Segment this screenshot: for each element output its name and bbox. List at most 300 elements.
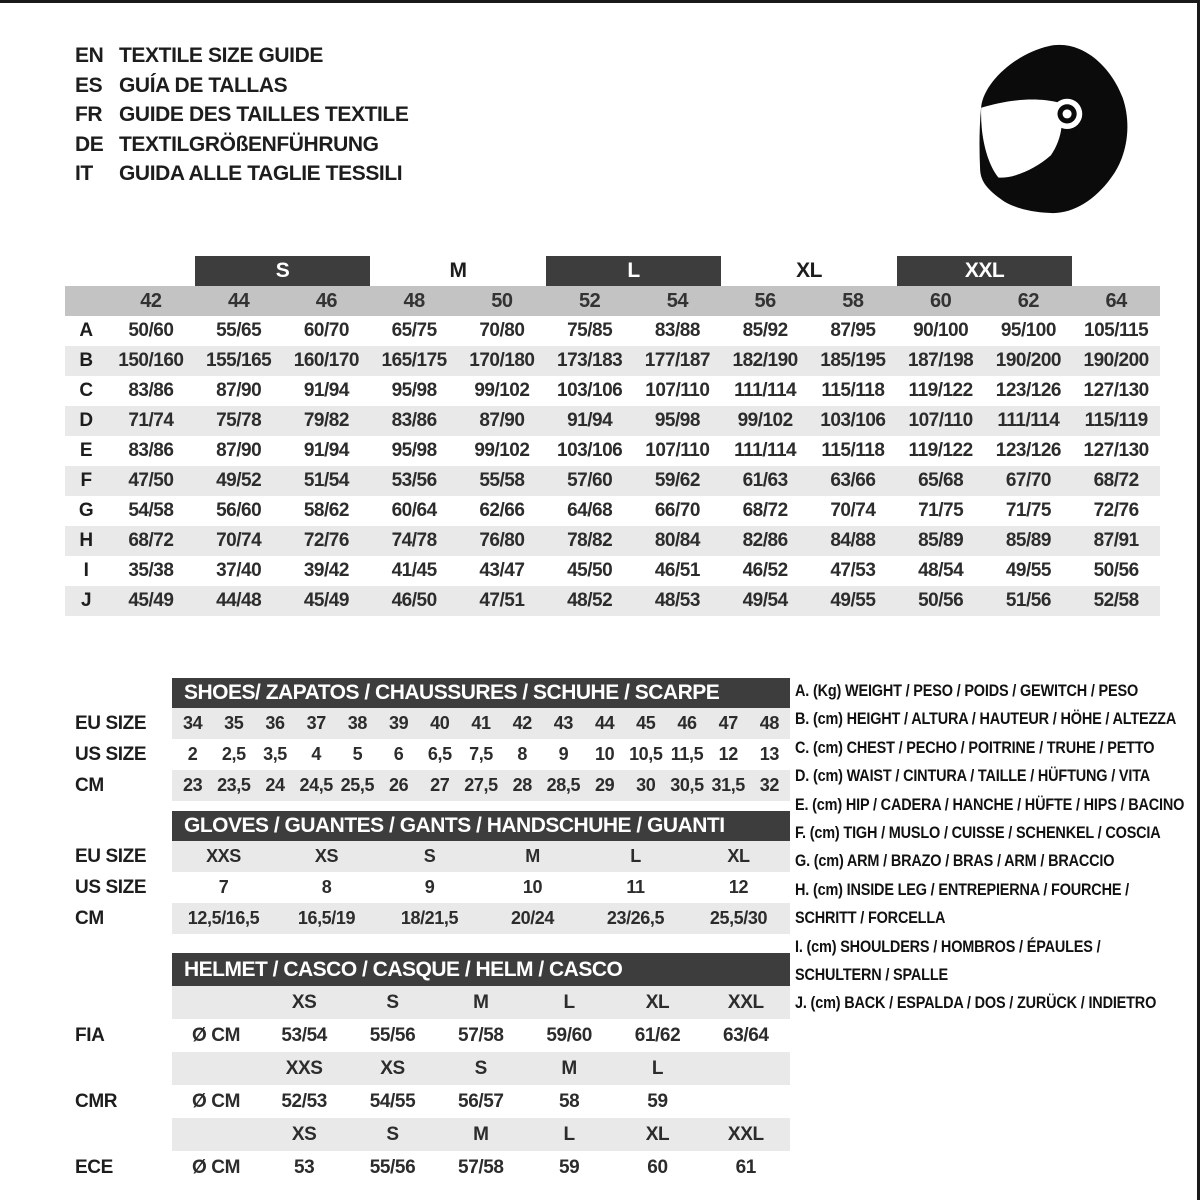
helmet-value-cell: 55/56 [369,1157,416,1178]
size-value-cell: 62/66 [479,500,525,521]
glove-size-cell: 18/21,5 [400,908,459,928]
legend-item: D. (cm) WAIST / CINTURA / TAILLE / HÜFTUNG / VITA [795,766,1151,786]
size-value-cell: 91/94 [567,410,613,431]
size-value-cell: 83/86 [391,410,437,431]
size-value-cell: 187/198 [908,350,974,371]
size-value-cell: 68/72 [742,500,788,521]
language-title: GUIDE DES TAILLES TEXTILE [119,103,409,126]
size-value-cell: 182/190 [732,350,798,371]
table-row-b [65,346,1160,376]
glove-size-cell: 23/26,5 [606,908,665,928]
helmet-size-cell: S [386,992,399,1013]
size-value-cell: 91/94 [303,380,349,401]
size-value-cell: 95/98 [654,410,700,431]
row-label: EU SIZE [75,846,147,867]
size-value-cell: 127/130 [1083,380,1149,401]
helmet-value-cell: 56/57 [458,1091,504,1112]
row-letter: G [78,500,94,521]
table-row-c [65,376,1160,406]
size-value-cell: 74/78 [391,530,437,551]
helmet-size-strip [172,1052,790,1085]
shoe-size-cell: 5 [352,744,363,764]
helmet-value-cell: 58 [558,1091,580,1112]
size-value-cell: 75/85 [567,320,613,341]
helmet-size-cell: XXL [727,1124,764,1145]
empty-cell [172,1118,260,1151]
size-value-cell: 52/58 [1093,590,1139,611]
shoe-size-cell: 34 [182,713,203,733]
row-letter: J [80,590,92,611]
size-value-cell: 51/56 [1005,590,1051,611]
size-value-cell: 37/40 [216,560,262,581]
gloves-table [65,811,790,934]
helmet-size-cell: S [386,1124,399,1145]
size-value-cell: 44/48 [216,590,262,611]
row-letter: D [79,410,93,431]
helmet-ece-sizes-row [65,1118,790,1151]
language-code: DE [75,132,104,156]
gloves-cm-row [65,903,790,934]
row-letter: A [79,320,93,341]
shoe-size-cell: 46 [677,713,697,733]
size-value-cell: 45/49 [128,590,174,611]
size-value-cell: 107/110 [645,440,710,461]
size-value-cell: 72/76 [303,530,349,551]
size-value-cell: 41/45 [391,560,437,581]
size-value-cell: 127/130 [1083,440,1149,461]
size-value-cell: 85/89 [918,530,964,551]
row-letter: B [79,350,93,371]
size-value-cell: 65/75 [391,320,437,341]
size-value-cell: 66/70 [654,500,700,521]
language-code: IT [75,162,93,185]
size-value-cell: 49/55 [1005,560,1051,581]
size-group-xl: XL [796,259,822,282]
helmet-table [65,953,790,1184]
size-value-cell: 170/180 [469,350,535,371]
glove-size-cell: XL [727,846,750,866]
size-value-cell: 95/98 [391,440,437,461]
row-label [65,1118,172,1151]
helmet-size-cell: L [563,992,575,1013]
language-list [75,41,408,189]
size-value-cell: 35/38 [128,560,174,581]
language-row [75,41,408,71]
size-value-cell: 87/91 [1093,530,1139,551]
shoe-size-cell: 10,5 [629,744,663,764]
numeric-size-header [65,286,1160,316]
size-value-cell: 87/90 [216,440,262,461]
helmet-value-cell: 52/53 [281,1091,327,1112]
size-value-cell: 71/75 [918,500,964,521]
helmet-size-cell: XXL [727,992,764,1013]
shoe-size-cell: 42 [512,713,532,733]
glove-size-cell: S [423,846,436,866]
size-value-cell: 46/50 [391,590,437,611]
shoes-eu-row [65,708,790,739]
standard-label-fia: FIA [75,1025,105,1046]
helmet-value-strip [172,1019,790,1052]
size-value-cell: 70/74 [830,500,876,521]
shoe-size-cell: 38 [347,713,368,733]
size-value-cell: 65/68 [918,470,964,491]
table-row-j [65,586,1160,616]
helmet-size-cell: L [651,1058,664,1079]
helmet-value-cell: 59 [647,1091,668,1112]
table-row-d [65,406,1160,436]
size-value-cell: 173/183 [557,350,623,371]
size-group-l: L [546,256,722,286]
size-value-cell: 63/66 [830,470,876,491]
shoe-size-cell: 12 [718,744,738,764]
size-value-cell: 111/114 [734,440,797,461]
size-value-cell: 47/51 [479,590,525,611]
helmet-value-cell: 60 [647,1157,668,1178]
size-value-cell: 107/110 [645,380,710,401]
language-title: GUÍA DE TALLAS [119,73,288,97]
empty-cell [172,986,260,1019]
shoe-size-cell: 27,5 [464,775,498,795]
helmet-value-cell: 61 [735,1157,756,1178]
language-row [75,71,408,101]
row-letter: E [79,440,93,461]
size-value-cell: 87/90 [216,380,262,401]
language-title: TEXTILE SIZE GUIDE [119,44,323,67]
empty-corner-cell [65,286,107,316]
glove-size-cell: L [630,846,641,866]
legend-item: C. (cm) CHEST / PECHO / POITRINE / TRUHE / PETTO [795,737,1155,757]
shoe-size-cell: 36 [265,713,285,733]
glove-size-cell: 12,5/16,5 [187,908,260,928]
size-number: 44 [228,290,250,312]
size-value-cell: 115/118 [821,380,885,401]
row-letter: H [79,530,93,551]
helmet-size-cell: XL [645,1124,670,1145]
unit-label: Ø CM [191,1157,240,1178]
language-row [75,130,408,160]
size-value-cell: 103/106 [820,410,886,431]
size-value-cell: 115/118 [821,440,885,461]
helmet-size-cell: XS [291,992,317,1013]
size-value-cell: 82/86 [742,530,788,551]
size-number: 42 [140,290,162,312]
helmet-fia-values-row [65,1019,790,1052]
size-value-cell: 55/65 [216,320,262,341]
size-value-cell: 68/72 [128,530,174,551]
size-value-cell: 48/54 [918,560,964,581]
size-value-cell: 84/88 [830,530,876,551]
size-value-cell: 56/60 [216,500,262,521]
size-value-cell: 70/74 [216,530,262,551]
glove-size-cell: 25,5/30 [709,908,768,928]
table-row-f [65,466,1160,496]
size-value-cell: 49/54 [742,590,788,611]
row-label [65,986,172,1019]
gloves-us-row [65,872,790,903]
helmet-ece-values-row [65,1151,790,1184]
size-value-cell: 70/80 [479,320,525,341]
size-value-cell: 107/110 [908,410,973,431]
helmet-size-cell: L [563,1124,575,1145]
glove-size-cell: 11 [626,877,645,897]
shoe-size-cell: 7,5 [469,744,493,764]
row-letter: F [80,470,92,491]
unit-label: Ø CM [191,1091,240,1112]
language-row [75,100,408,130]
size-number: 56 [754,290,776,312]
shoe-size-cell: 23 [182,775,203,795]
helmet-value-strip [172,1085,790,1118]
size-value-cell: 115/119 [1084,410,1148,431]
row-label: US SIZE [75,744,147,765]
shoes-cm-row [65,770,790,801]
size-value-cell: 45/50 [567,560,613,581]
shoe-size-cell: 28,5 [546,775,581,795]
shoe-size-cell: 44 [594,713,615,733]
size-group-m: M [449,259,467,282]
size-value-cell: 54/58 [128,500,174,521]
size-value-cell: 60/64 [391,500,437,521]
helmet-value-cell: 61/62 [634,1025,681,1046]
shoe-size-cell: 31,5 [711,775,745,795]
size-value-cell: 185/195 [820,350,886,371]
row-letter: C [79,380,93,401]
shoe-size-cell: 43 [553,713,574,733]
shoe-size-cell: 40 [430,713,450,733]
helmet-size-cell: M [561,1058,577,1079]
helmet-value-cell: 53 [293,1157,315,1178]
size-value-cell: 99/102 [737,410,793,431]
glove-size-cell: 9 [424,877,435,897]
size-value-cell: 67/70 [1005,470,1051,491]
size-value-cell: 47/50 [128,470,174,491]
shoe-size-cell: 35 [224,713,244,733]
shoe-size-cell: 45 [636,713,656,733]
size-value-cell: 85/89 [1005,530,1051,551]
size-value-cell: 91/94 [303,440,349,461]
shoe-size-cell: 24 [265,775,285,795]
helmet-size-cell: XS [291,1124,317,1145]
helmet-value-cell: 57/58 [458,1157,504,1178]
helmet-cmr-sizes-row [65,1052,790,1085]
size-value-cell: 95/98 [391,380,437,401]
size-value-cell: 160/170 [293,350,359,371]
shoe-size-cell: 4 [311,744,321,764]
size-value-cell: 119/122 [908,380,973,401]
size-value-cell: 46/52 [742,560,788,581]
size-value-cell: 43/47 [479,560,525,581]
size-value-cell: 39/42 [303,560,349,581]
size-value-cell: 46/51 [654,560,700,581]
helmet-cmr-values-row [65,1085,790,1118]
legend-item: F. (cm) TIGH / MUSLO / CUISSE / SCHENKEL / COSCIA [795,823,1161,843]
size-value-cell: 57/60 [567,470,613,491]
helmet-size-strip [172,1118,790,1151]
shoe-size-cell: 32 [759,775,780,795]
size-value-cell: 49/52 [216,470,262,491]
size-value-cell: 60/70 [303,320,349,341]
size-value-cell: 49/55 [830,590,876,611]
table-row-e [65,436,1160,466]
size-number: 58 [842,290,864,312]
size-value-cell: 105/115 [1084,320,1149,341]
size-value-cell: 47/53 [830,560,876,581]
shoe-size-cell: 25,5 [340,775,375,795]
shoe-size-cell: 6,5 [427,744,452,764]
shoe-size-cell: 26 [388,775,409,795]
shoes-table [65,678,790,801]
helmet-size-cell: M [473,992,489,1013]
row-label: CM [75,908,104,929]
legend-item: J. (cm) BACK / ESPALDA / DOS / ZURÜCK / INDIETRO [795,993,1157,1013]
legend-item: H. (cm) INSIDE LEG / ENTREPIERNA / FOURCHE / SCHRITT / FORCELLA [795,879,1130,928]
size-value-cell: 71/74 [128,410,174,431]
language-title: GUIDA ALLE TAGLIE TESSILI [119,162,403,185]
size-value-cell: 111/114 [734,380,797,401]
size-value-cell: 99/102 [474,380,530,401]
shoe-size-cell: 6 [393,744,404,764]
helmet-fia-sizes-row [65,986,790,1019]
size-value-cell: 123/126 [995,380,1061,401]
size-value-cell: 190/200 [1083,350,1149,371]
shoes-table-title: SHOES/ ZAPATOS / CHAUSSURES / SCHUHE / SCARPE [172,678,790,708]
size-value-cell: 83/86 [128,440,174,461]
shoe-size-cell: 28 [512,775,532,795]
unit-label: Ø CM [191,1025,240,1046]
size-value-cell: 75/78 [216,410,262,431]
size-value-cell: 76/80 [479,530,525,551]
size-number: 46 [315,290,337,312]
legend-item: B. (cm) HEIGHT / ALTURA / HAUTEUR / HÖHE / ALTEZZA [795,709,1177,729]
table-row-h [65,526,1160,556]
shoe-size-cell: 39 [388,713,409,733]
size-value-cell: 45/49 [303,590,349,611]
shoe-size-cell: 41 [471,713,491,733]
shoe-size-cell: 47 [718,713,738,733]
size-number: 60 [930,290,952,312]
size-value-cell: 58/62 [303,500,349,521]
size-value-cell: 53/56 [391,470,437,491]
shoe-size-cell: 13 [759,744,780,764]
legend-item: E. (cm) HIP / CADERA / HANCHE / HÜFTE / HIPS / BACINO [795,794,1185,814]
shoe-size-cell: 11,5 [670,744,704,764]
helmet-size-strip [172,986,790,1019]
size-value-cell: 51/54 [303,470,349,491]
helmet-value-strip [172,1151,790,1184]
size-number: 52 [579,290,601,312]
shoe-size-cell: 8 [517,744,527,764]
language-code: FR [75,103,103,126]
shoe-size-cell: 29 [594,775,615,795]
size-value-cell: 165/175 [381,350,447,371]
shoe-size-cell: 10 [594,744,615,764]
shoe-size-cell: 2,5 [221,744,246,764]
helmet-value-cell: 54/55 [369,1091,416,1112]
shoe-size-cell: 2 [187,744,198,764]
standard-label-ece: ECE [75,1157,113,1178]
size-group-s: S [195,256,371,286]
size-number: 62 [1017,290,1039,312]
shoe-size-cell: 27 [430,775,450,795]
shoe-size-cell: 30,5 [670,775,704,795]
helmet-value-cell: 63/64 [723,1025,769,1046]
size-value-cell: 87/90 [479,410,525,431]
helmet-size-cell: S [474,1058,487,1079]
language-code: EN [75,44,104,67]
row-label: EU SIZE [75,713,147,734]
size-value-cell: 150/160 [118,350,184,371]
gloves-eu-row [65,841,790,872]
gloves-table-title: GLOVES / GUANTES / GANTS / HANDSCHUHE / GUANTI [172,811,790,841]
legend-item: A. (Kg) WEIGHT / PESO / POIDS / GEWITCH / PESO [795,681,1139,700]
size-value-cell: 103/106 [557,380,623,401]
racing-helmet-icon [978,33,1140,225]
glove-size-cell: M [525,846,540,866]
size-value-cell: 50/60 [128,320,174,341]
measurement-legend [795,677,1186,1018]
size-value-cell: 50/56 [1093,560,1139,581]
helmet-value-cell: 53/54 [281,1025,327,1046]
size-value-cell: 80/84 [654,530,700,551]
language-title: TEXTILGRÖßENFÜHRUNG [119,132,379,156]
size-number: 64 [1105,290,1127,312]
size-value-cell: 72/76 [1093,500,1139,521]
shoe-size-cell: 30 [636,775,656,795]
shoe-size-cell: 23,5 [217,775,251,795]
size-group-xxl: XXL [897,256,1073,286]
size-value-cell: 64/68 [567,500,613,521]
shoe-size-cell: 3,5 [263,744,287,764]
size-value-cell: 111/114 [997,410,1060,431]
size-number: 54 [666,290,688,312]
language-row [75,159,408,189]
glove-size-cell: 12 [728,877,749,897]
language-code: ES [75,73,103,97]
size-value-cell: 68/72 [1093,470,1139,491]
size-value-cell: 190/200 [995,350,1061,371]
helmet-value-cell: 55/56 [369,1025,416,1046]
table-row-g [65,496,1160,526]
shoe-size-cell: 37 [306,713,326,733]
size-value-cell: 155/165 [206,350,272,371]
size-group-header [65,256,1160,286]
helmet-value-cell: 59 [558,1157,580,1178]
helmet-size-cell: XXS [285,1058,323,1079]
size-value-cell: 79/82 [303,410,349,431]
size-value-cell: 83/86 [128,380,174,401]
helmet-value-cell: 59/60 [546,1025,592,1046]
size-value-cell: 103/106 [557,440,623,461]
table-row-a [65,316,1160,346]
size-value-cell: 177/187 [644,350,710,371]
size-value-cell: 95/100 [1000,320,1056,341]
textile-size-table [65,256,1160,616]
glove-size-cell: 16,5/19 [297,908,356,928]
glove-size-cell: XXS [206,846,241,866]
helmet-size-cell: M [473,1124,489,1145]
size-value-cell: 48/53 [654,590,700,611]
glove-size-cell: 10 [522,877,543,897]
size-value-cell: 83/88 [654,320,700,341]
row-label [65,1052,172,1085]
shoe-size-cell: 9 [558,744,569,764]
glove-size-cell: 8 [321,877,332,897]
size-value-cell: 50/56 [918,590,964,611]
shoes-us-row [65,739,790,770]
shoe-size-cell: 48 [759,713,780,733]
size-value-cell: 99/102 [474,440,530,461]
helmet-size-cell: XL [645,992,670,1013]
